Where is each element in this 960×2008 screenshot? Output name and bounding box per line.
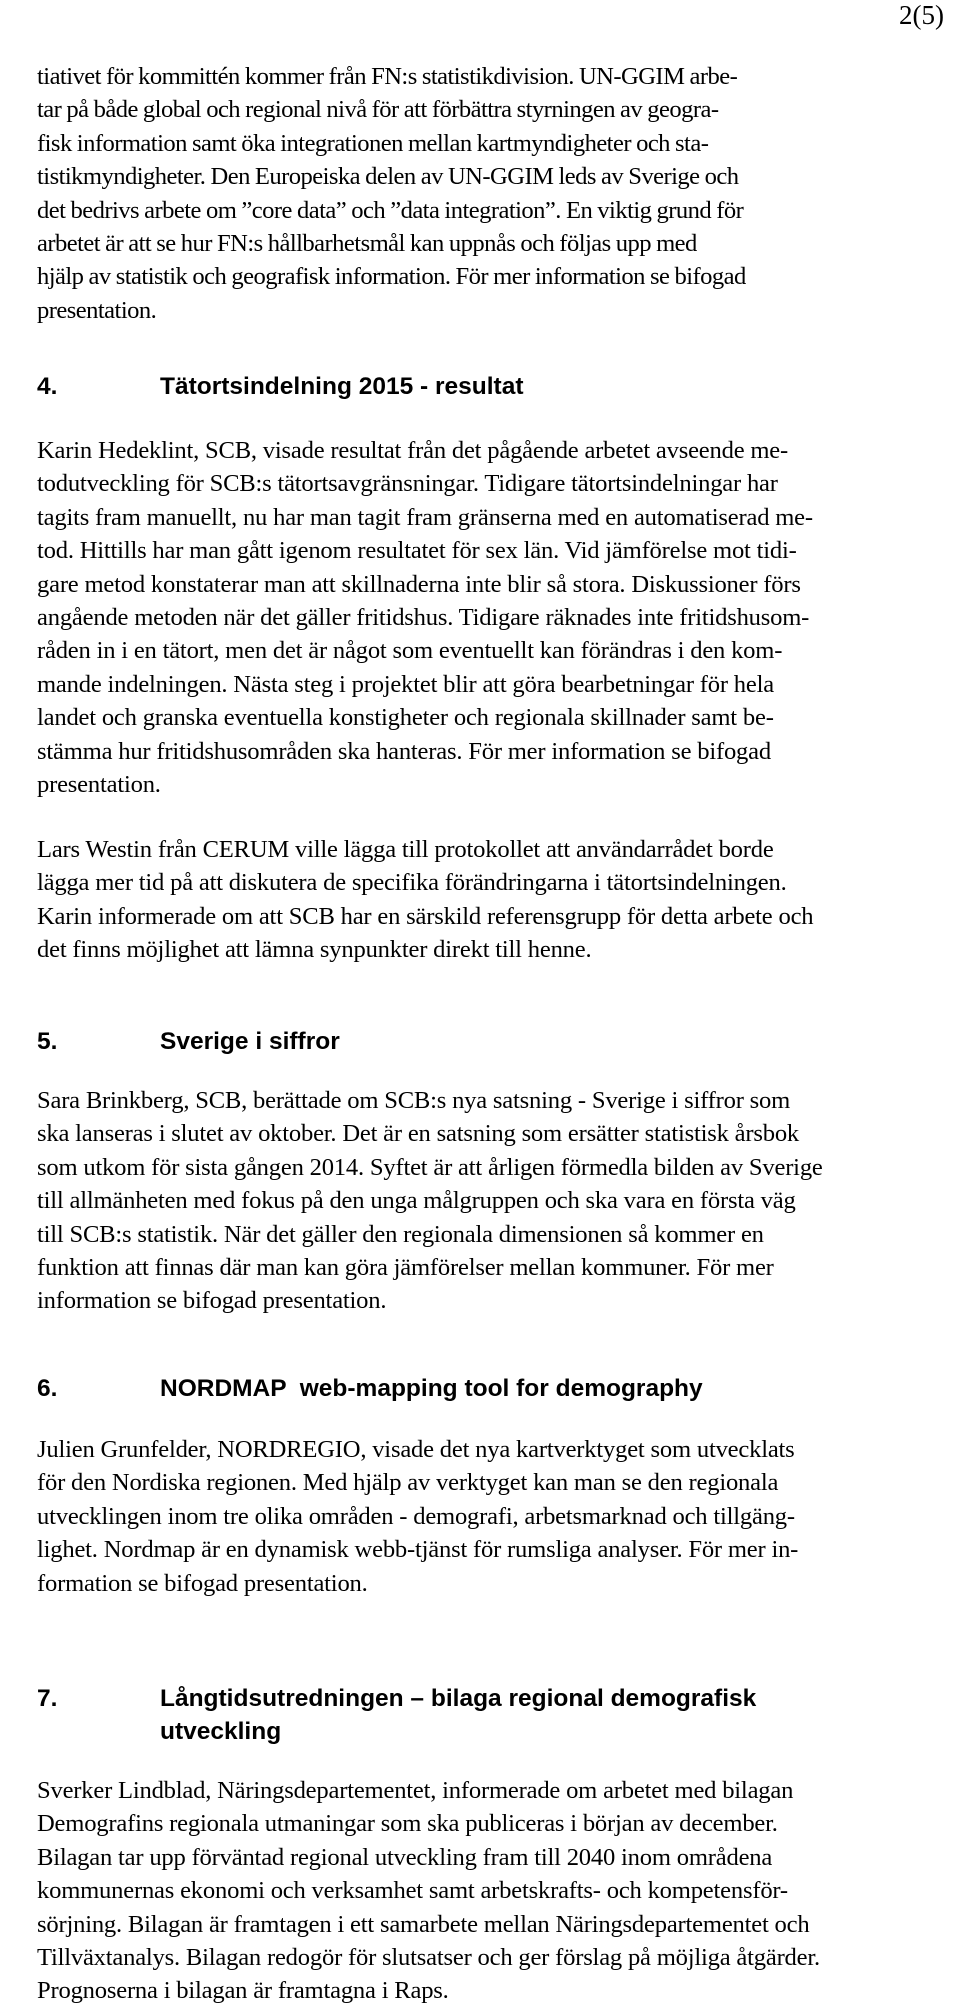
section-6-title: NORDMAP web-mapping tool for demography (160, 1375, 703, 1402)
text-line: till SCB:s statistik. När det gäller den regionala dimensionen så kommer en (37, 1220, 764, 1248)
section-7-paragraph (37, 1774, 820, 2008)
section-4-title: Tätortsindelning 2015 - resultat (160, 373, 524, 400)
text-line: sörjning. Bilagan är framtagen i ett samarbete mellan Näringsdepartementet och (37, 1910, 810, 1938)
text-line: angående metoden när det gäller fritidshus. Tidigare räknades inte fritidshusom- (37, 604, 810, 632)
text-line: Sverker Lindblad, Näringsdepartementet, informerade om arbetet med bilagan (37, 1777, 794, 1804)
text-line: det bedrivs arbete om ”core data” och ”data integration”. En viktig grund för (37, 196, 744, 224)
text-line: råden in i en tätort, men det är något som eventuellt kan förändras i den kom- (37, 637, 783, 665)
text-line: Julien Grunfelder, NORDREGIO, visade det nya kartverktyget som utvecklats (37, 1436, 795, 1463)
text-line: landet och granska eventuella konstigheter och regionala skillnader samt be- (37, 704, 774, 732)
text-line: det finns möjlighet att lämna synpunkter direkt till henne. (37, 936, 592, 964)
text-line: formation se bifogad presentation. (37, 1569, 368, 1597)
text-line: mande indelningen. Nästa steg i projektet blir att göra bearbetningar för hela (37, 670, 774, 698)
section-6-number: 6. (37, 1375, 58, 1402)
text-line: kommunernas ekonomi och verksamhet samt arbetskrafts- och kompetensför- (37, 1877, 788, 1905)
text-line: stämma hur fritidshusområden ska hanteras. För mer information se bifogad (37, 737, 771, 765)
text-line: till allmänheten med fokus på den unga målgruppen och ska vara en första väg (37, 1187, 796, 1215)
text-line: gare metod konstaterar man att skillnaderna inte blir så stora. Diskussioner förs (37, 570, 801, 598)
text-line: tar på både global och regional nivå för att förbättra styrningen av geogra- (37, 96, 719, 124)
section-5-number: 5. (37, 1028, 58, 1055)
text-line: arbetet är att se hur FN:s hållbarhetsmål kan uppnås och följas upp med (37, 230, 697, 258)
text-line: Karin informerade om att SCB har en särskild referensgrupp för detta arbete och (37, 902, 814, 930)
section-7-number: 7. (37, 1685, 58, 1712)
text-line: lighet. Nordmap är en dynamisk webb-tjänst för rumsliga analyser. För mer in- (37, 1536, 799, 1564)
intro-paragraph (37, 60, 746, 327)
section-4-paragraph-2 (37, 833, 813, 967)
text-line: som utkom för sista gången 2014. Syftet är att årligen förmedla bilden av Sverige (37, 1153, 823, 1181)
text-line: tistikmyndigheter. Den Europeiska delen av UN-GGIM leds av Sverige och (37, 163, 739, 191)
text-line: hjälp av statistik och geografisk information. För mer information se bifogad (37, 263, 746, 291)
text-line: Tillväxtanalys. Bilagan redogör för slutsatser och ger förslag på möjliga åtgärder. (37, 1944, 820, 1972)
section-7-title (160, 1682, 756, 1748)
section-6-paragraph (37, 1433, 798, 1600)
text-line: tiativet för kommittén kommer från FN:s statistikdivision. UN-GGIM arbe- (37, 63, 738, 90)
text-line: Sara Brinkberg, SCB, berättade om SCB:s nya satsning - Sverige i siffror som (37, 1087, 791, 1114)
text-line: funktion att finnas där man kan göra jämförelser mellan kommuner. För mer (37, 1254, 774, 1282)
section-5-paragraph (37, 1084, 823, 1318)
text-line: presentation. (37, 296, 157, 324)
text-line: information se bifogad presentation. (37, 1287, 387, 1315)
text-line: tod. Hittills har man gått igenom resultatet för sex län. Vid jämförelse mot tidi- (37, 537, 797, 565)
text-line: todutveckling för SCB:s tätortsavgränsningar. Tidigare tätortsindelningar har (37, 470, 778, 498)
section-4-heading (37, 370, 524, 403)
text-line: utveckling (160, 1718, 282, 1745)
text-line: Demografins regionala utmaningar som ska publiceras i början av december. (37, 1810, 778, 1838)
page-number: 2(5) (899, 0, 944, 30)
section-4-paragraph-1 (37, 434, 813, 801)
text-line: utvecklingen inom tre olika områden - demografi, arbetsmarknad och tillgäng- (37, 1502, 795, 1530)
text-line: Prognoserna i bilagan är framtagna i Raps. (37, 1977, 449, 2005)
text-line: för den Nordiska regionen. Med hjälp av verktyget kan man se den regionala (37, 1469, 779, 1497)
text-line: presentation. (37, 771, 161, 799)
text-line: fisk information samt öka integrationen mellan kartmyndigheter och sta- (37, 129, 709, 157)
section-6-heading (37, 1372, 703, 1405)
section-5-heading (37, 1025, 340, 1058)
text-line: Långtidsutredningen – bilaga regional demografisk (160, 1685, 757, 1712)
text-line: ska lanseras i slutet av oktober. Det är en satsning som ersätter statistisk årsbok (37, 1120, 800, 1148)
text-line: tagits fram manuellt, nu har man tagit fram gränserna med en automatiserad me- (37, 503, 813, 531)
section-4-number: 4. (37, 373, 58, 400)
text-line: Karin Hedeklint, SCB, visade resultat från det pågående arbetet avseende me- (37, 437, 789, 464)
section-5-title: Sverige i siffror (160, 1028, 340, 1055)
text-line: Bilagan tar upp förväntad regional utveckling fram till 2040 inom områdena (37, 1843, 773, 1871)
text-line: lägga mer tid på att diskutera de specifika förändringarna i tätortsindelningen. (37, 869, 787, 897)
section-7-heading (37, 1682, 756, 1748)
text-line: Lars Westin från CERUM ville lägga till protokollet att användarrådet borde (37, 836, 774, 863)
